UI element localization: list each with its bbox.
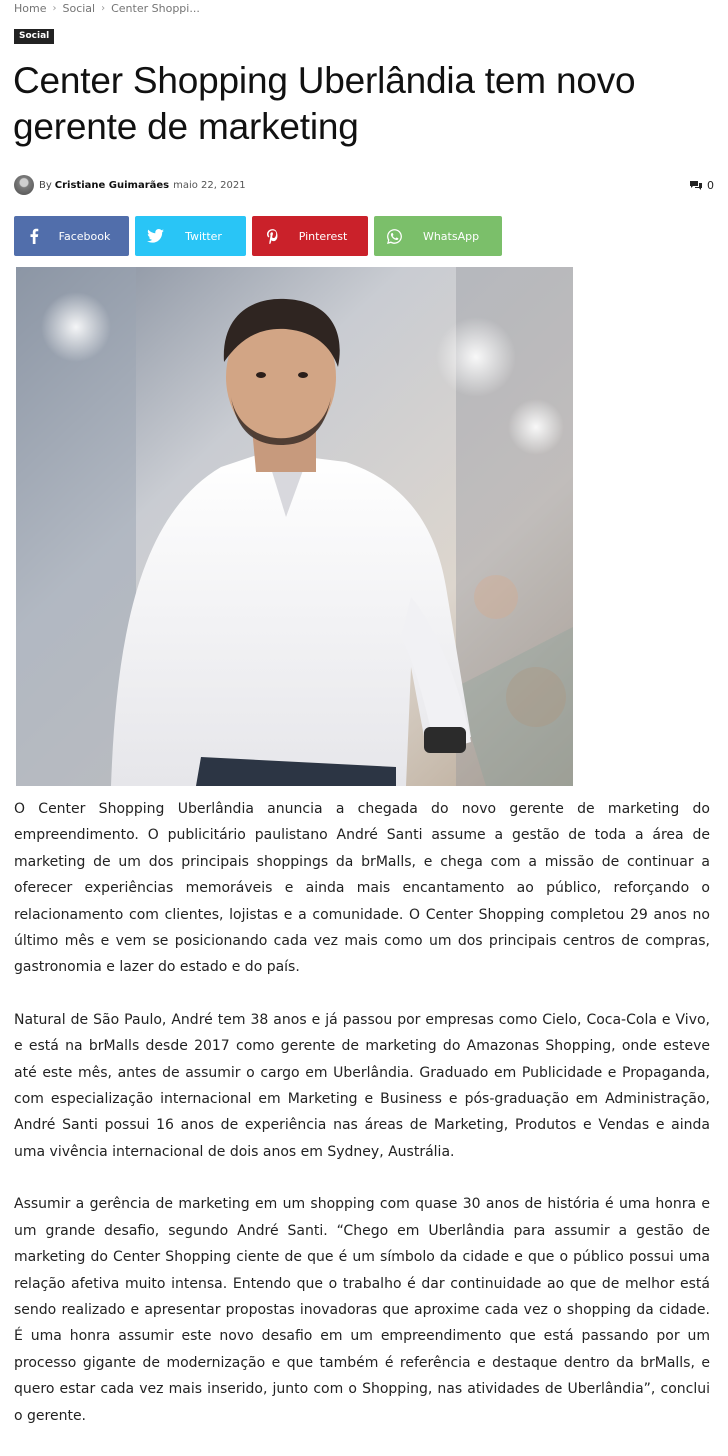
article-title: Center Shopping Uberlândia tem novo gerente de marketing bbox=[13, 60, 636, 147]
comment-icon bbox=[689, 180, 703, 191]
breadcrumb-current: Center Shoppi... bbox=[111, 1, 200, 15]
pinterest-icon bbox=[252, 216, 292, 256]
whatsapp-icon bbox=[374, 216, 414, 256]
breadcrumb bbox=[14, 0, 200, 16]
article-paragraph: Assumir a gerência de marketing em um shopping com quase 30 anos de história é uma honra e um grande desafio, segundo André Santi. “Chego em Uberlândia para assumir a gestão de marketing do Center Shopping ciente de que é um símbolo da cidade e que o público possui uma relação afetiva muito intensa. Entendo que o trabalho é dar continuidade ao que de melhor está sendo realizado e apresentar propostas inovadoras que aproxime cada vez o shopping da cidade. É uma honra assumir este novo desafio em um empreendimento que está passando por um processo gigante de modernização e que também é referência e destaque dentro da brMalls, e quero estar cada vez mais inserido, junto com o Shopping, nas atividades de Uberlândia”, conclui o gerente. bbox=[14, 1196, 710, 1424]
breadcrumb-separator: › bbox=[52, 2, 57, 14]
author-name[interactable]: Cristiane Guimarães bbox=[54, 179, 170, 191]
article-paragraph: O Center Shopping Uberlândia anuncia a chegada do novo gerente de marketing do empreendimento. O publicitário paulistano André Santi assume a gestão de toda a área de marketing de um dos principais shoppings da brMalls, e chega com a missão de continuar a oferecer experiências memoráveis e ainda mais encantamento ao público, reforçando o relacionamento com clientes, lojistas e a comunidade. O Center Shopping completou 29 anos no último mês e vem se posicionando cada vez mais como um dos principais centros de compras, gastronomia e lazer do estado e do país. bbox=[14, 801, 710, 976]
breadcrumb-home[interactable]: Home bbox=[14, 1, 47, 15]
article-paragraph: Natural de São Paulo, André tem 38 anos e já passou por empresas como Cielo, Coca-Cola e Vivo, e está na brMalls desde 2017 como gerente de marketing do Amazonas Shopping, onde esteve até este mês, antes de assumir o cargo em Uberlândia. Graduado em Publicidade e Propaganda, com especialização internacional em Marketing e Business e pós-graduação em Administração, André Santi possui 16 anos de experiência nas áreas de Marketing, Produtos e Vendas e ainda uma vivência internacional de dois anos em Sydney, Austrália. bbox=[14, 1011, 710, 1160]
article-meta bbox=[14, 174, 714, 196]
breadcrumb-social[interactable]: Social bbox=[62, 1, 96, 15]
article-featured-image bbox=[16, 267, 573, 786]
twitter-icon bbox=[135, 216, 175, 256]
article-body bbox=[14, 796, 710, 1455]
breadcrumb-separator: › bbox=[101, 2, 106, 14]
by-label: By bbox=[39, 179, 52, 191]
facebook-icon bbox=[14, 216, 54, 256]
share-facebook-label: Facebook bbox=[58, 229, 111, 243]
comments-link[interactable] bbox=[689, 179, 714, 192]
share-buttons bbox=[14, 216, 502, 256]
share-twitter-button[interactable] bbox=[135, 216, 246, 256]
share-pinterest-label: Pinterest bbox=[298, 229, 348, 243]
share-whatsapp-label: WhatsApp bbox=[422, 229, 480, 243]
share-twitter-label: Twitter bbox=[185, 229, 222, 243]
author-avatar[interactable] bbox=[14, 175, 34, 195]
comment-count: 0 bbox=[707, 178, 714, 192]
share-facebook-button[interactable] bbox=[14, 216, 129, 256]
share-whatsapp-button[interactable] bbox=[374, 216, 502, 256]
article-date: maio 22, 2021 bbox=[173, 179, 246, 191]
share-pinterest-button[interactable] bbox=[252, 216, 368, 256]
portrait-photo bbox=[16, 267, 573, 786]
category-badge[interactable]: Social bbox=[14, 29, 54, 44]
